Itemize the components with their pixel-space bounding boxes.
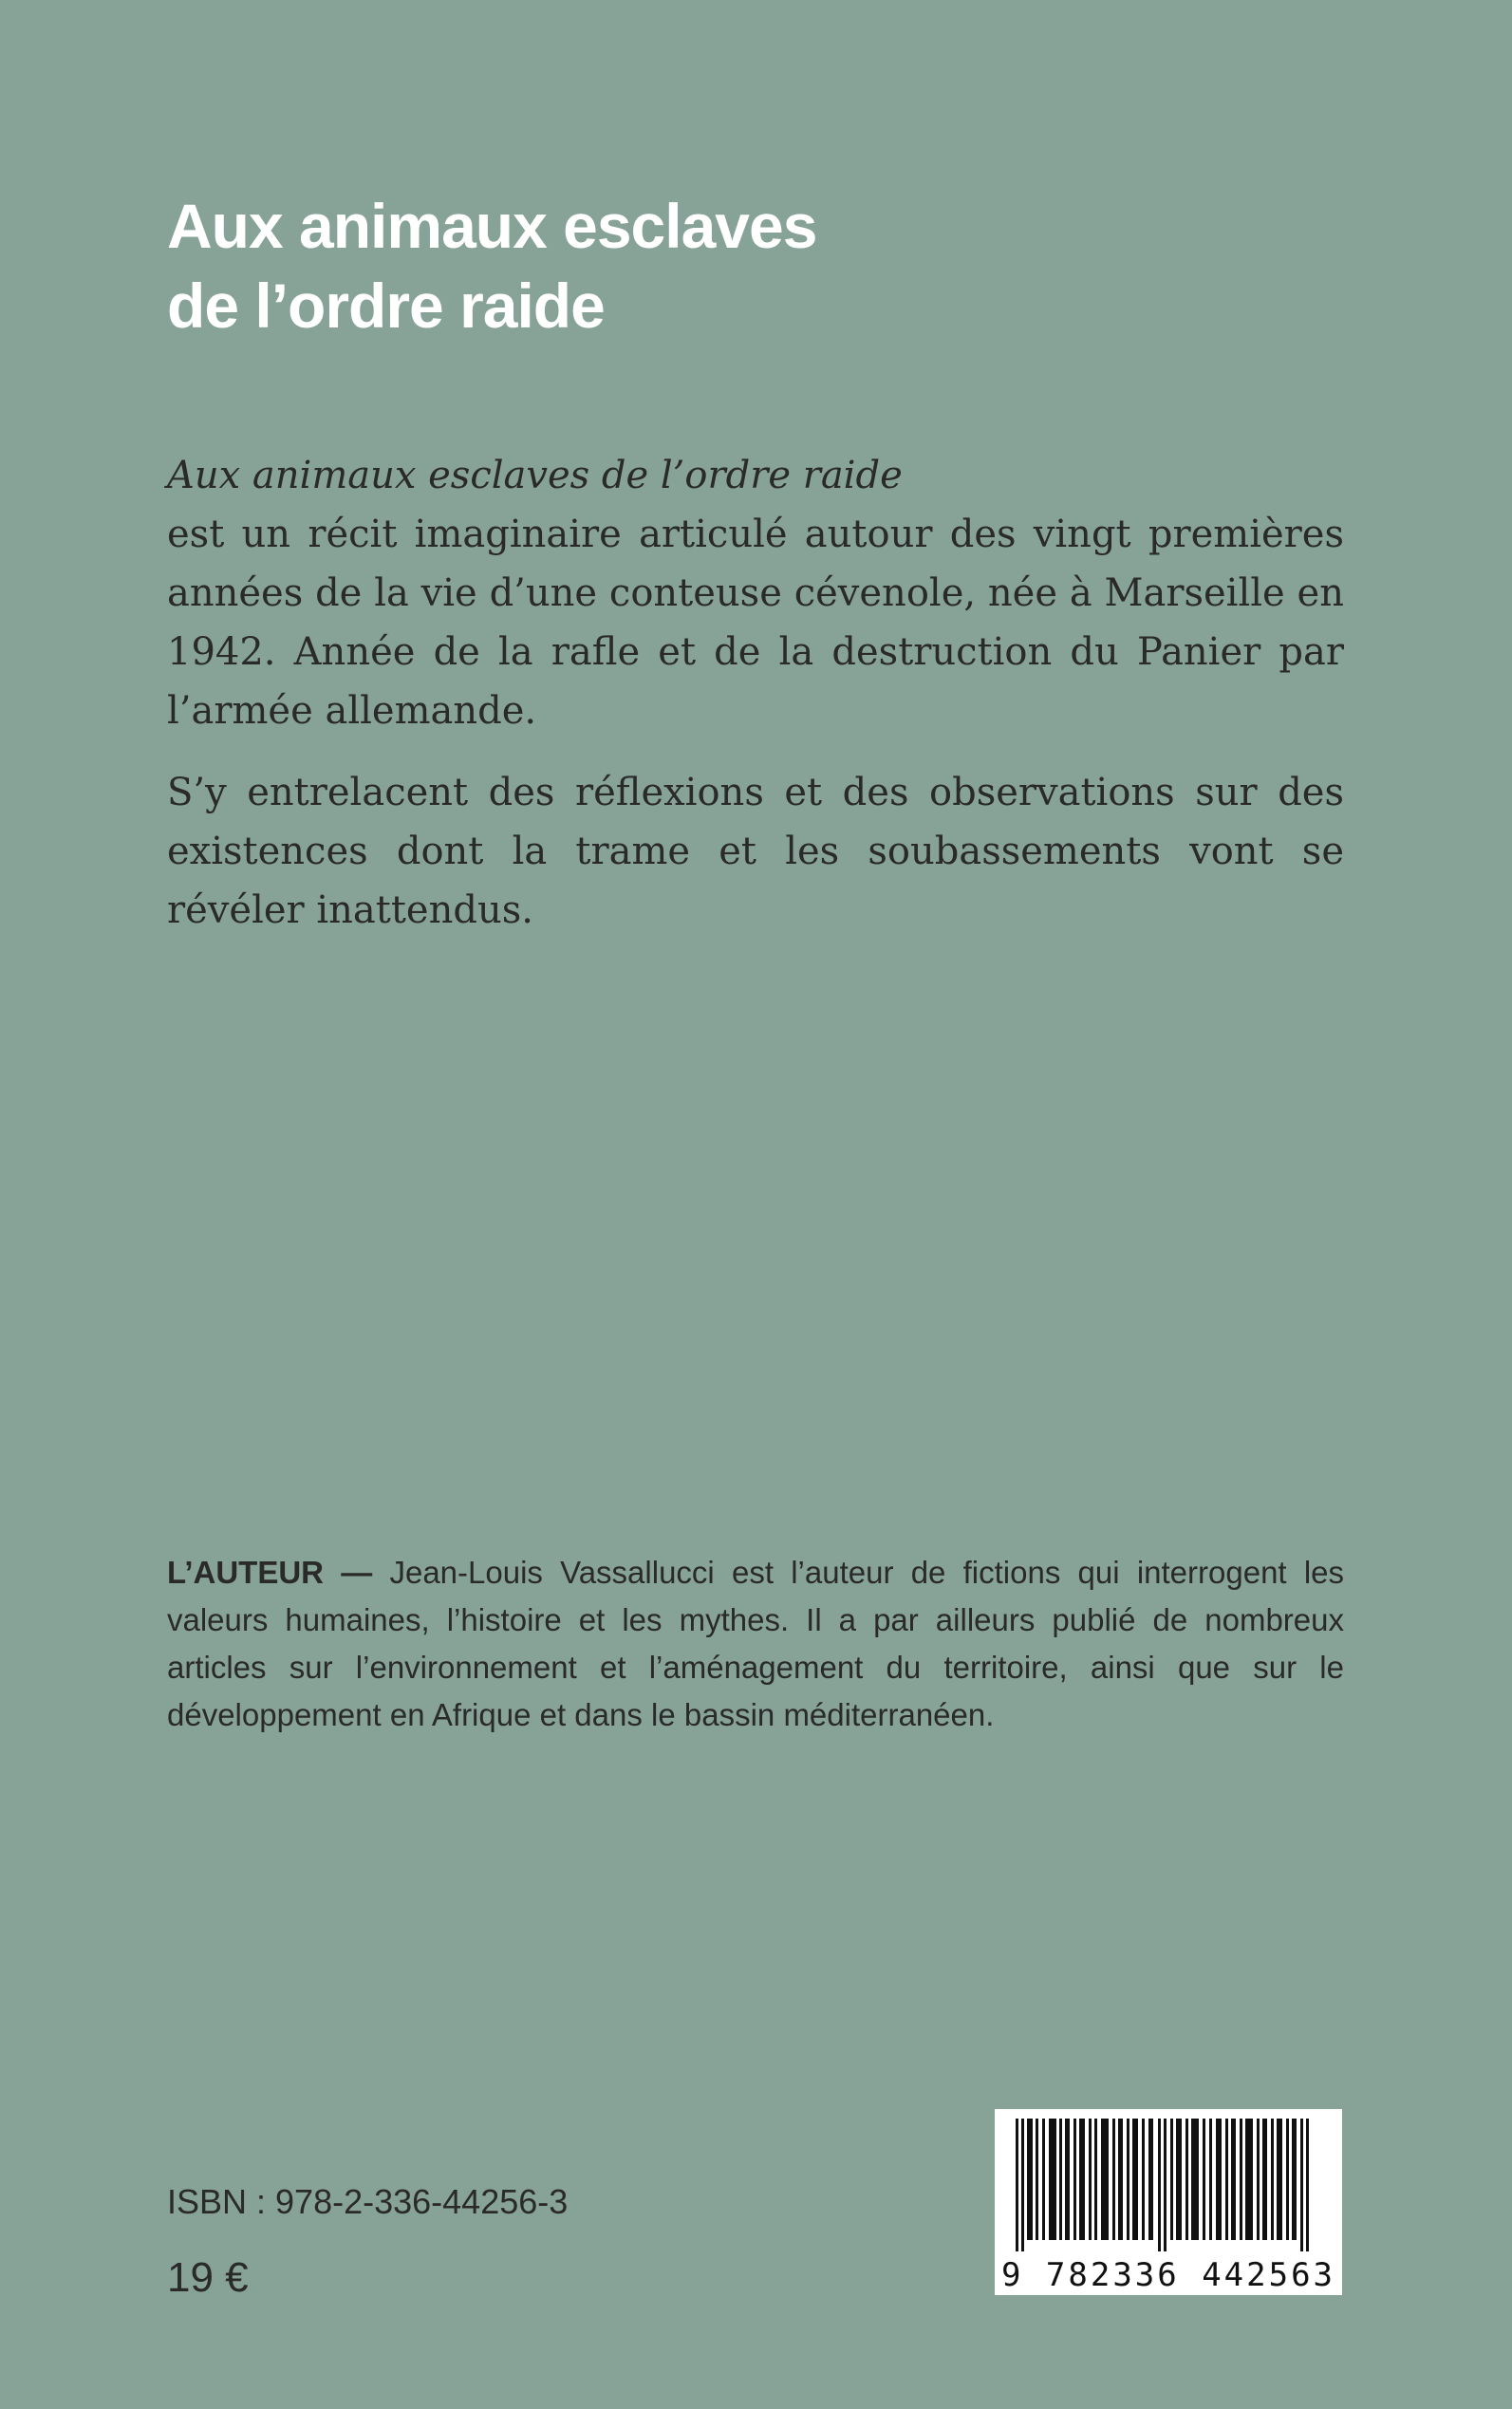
author-text: Jean-Louis Vassallucci est l’auteur de fictions qui interrogent les valeurs humaines, l’histoire et les mythes. Il a par ailleurs publié de nombreux articles sur l’environnement et l’aménagement du territoire, ainsi que sur le développement en Afrique et dans le bassin méditerranéen. [167, 1555, 1344, 1732]
book-title-line-1: Aux animaux esclaves [167, 191, 817, 261]
barcode [995, 2109, 1342, 2295]
blurb-paragraph-2: S’y entrelacent des réflexions et des observations sur des existences dont la trame et les soubassements vont se révéler inattendus. [167, 771, 1344, 932]
isbn-number: ISBN : 978-2-336-44256-3 [167, 2182, 569, 2221]
barcode-digits: 9 782336 442563 [1000, 2256, 1336, 2294]
author-label: L’AUTEUR — [167, 1555, 373, 1590]
book-blurb [167, 446, 1344, 940]
blurb-lead-title: Aux animaux esclaves de l’ordre raide [167, 454, 903, 497]
book-title [167, 186, 1211, 345]
blurb-paragraph-1 [167, 446, 1344, 740]
author-bio [167, 1549, 1344, 1739]
blurb-paragraph-1-text: est un récit imaginaire articulé autour des vingt premières années de la vie d’une conteuse cévenole, née à Marseille en 1942. Année de la rafle et de la destruction du Panier par l’armée allemande. [167, 513, 1344, 733]
price: 19 € [167, 2254, 249, 2301]
book-title-line-2: de l’ordre raide [167, 271, 605, 341]
